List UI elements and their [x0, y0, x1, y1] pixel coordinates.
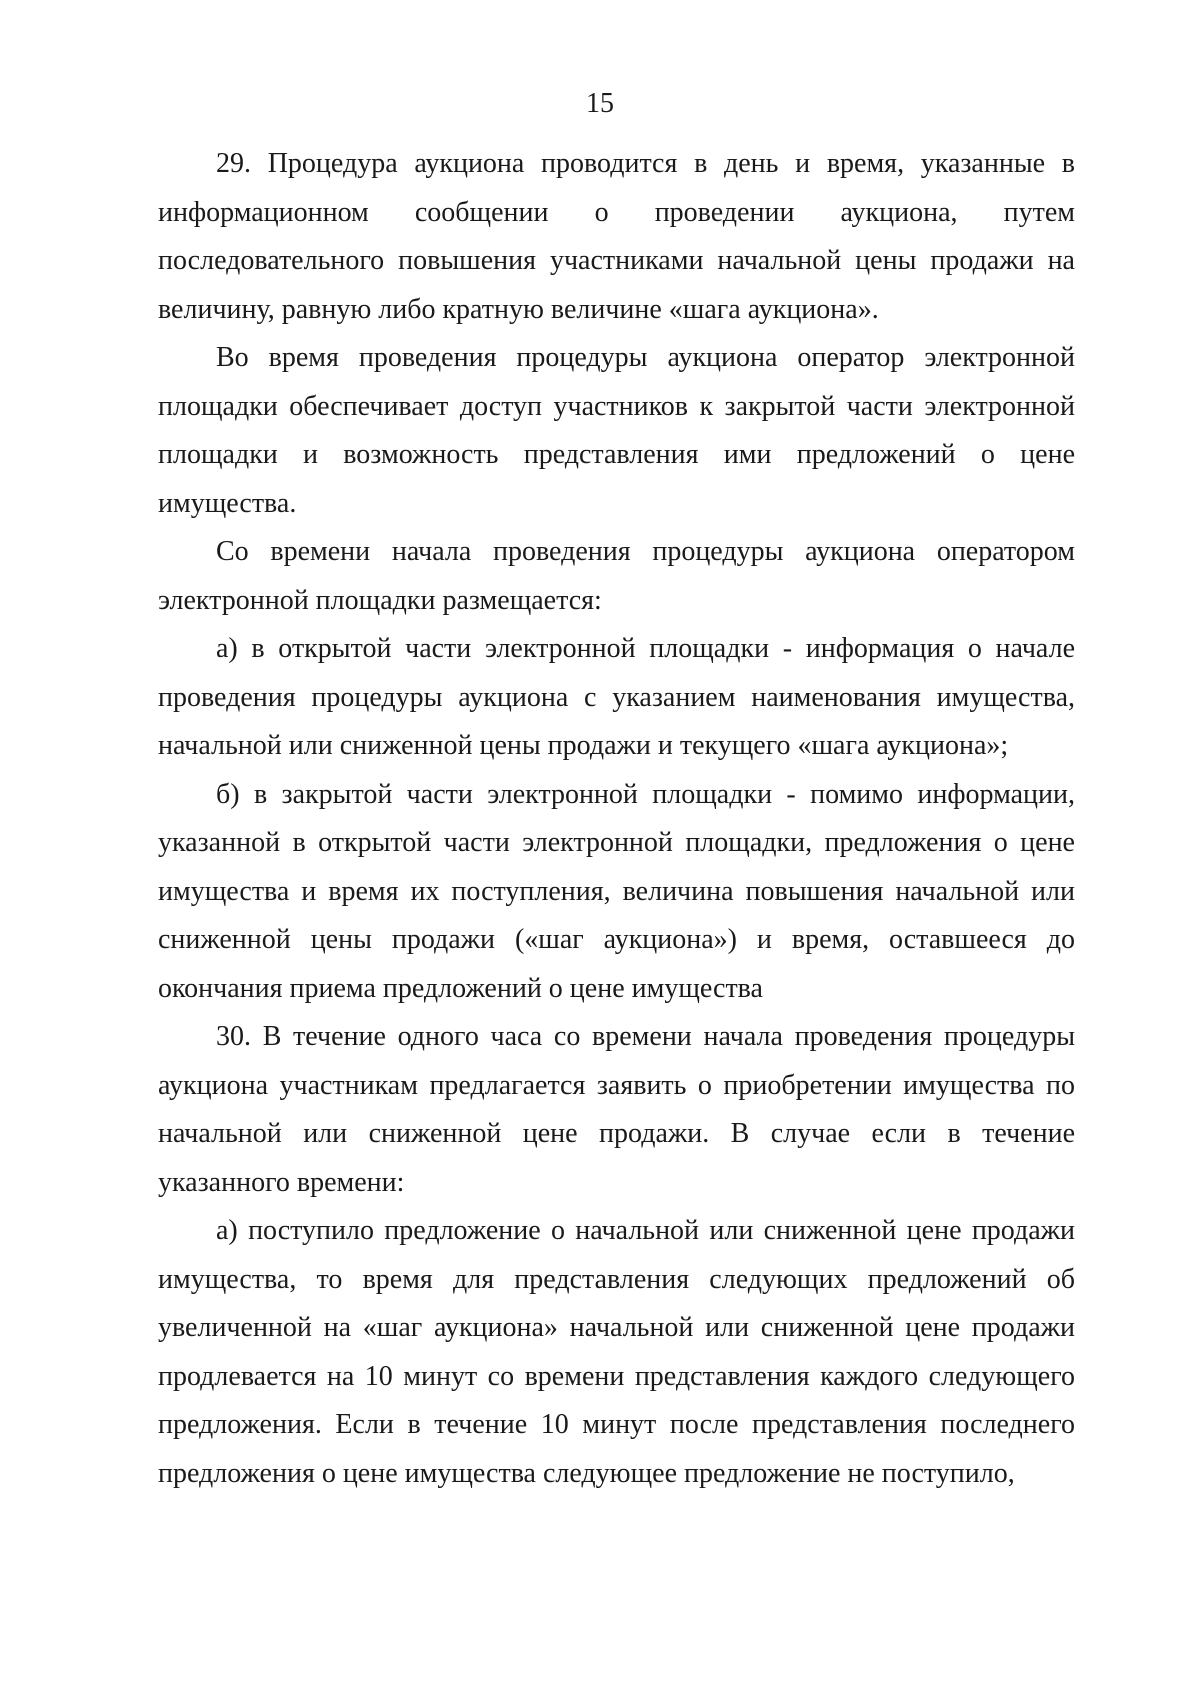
paragraph-30-item-a: а) поступило предложение о начальной или сниженной цене продажи имущества, то время для представления следующих предложений об увеличенной на «шаг аукциона» начальной или сниженной цене продажи продлевается на 10 минут со времени представления каждого следующего предложения. Если в течение 10 минут после представления последнего предложения о цене имущества следующее предложение не поступило, — [158, 1215, 1075, 1489]
paragraph-item-b-closed-part: б) в закрытой части электронной площадки - помимо информации, указанной в открытой части электронной площадки, предложения о цене имущества и время их поступления, величина повышения начальной или сниженной цены продажи («шаг аукциона») и время, оставшееся до окончания приема предложений о цене имущества — [158, 778, 1075, 1004]
document-body — [158, 140, 1075, 1498]
paragraph-procedure-access: Во время проведения процедуры аукциона оператор электронной площадки обеспечивает доступ участников к закрытой части электронной площадки и возможность представления ими предложений о цене имущества. — [158, 342, 1075, 519]
paragraph-29: 29. Процедура аукциона проводится в день и время, указанные в информационном сообщении о проведении аукциона, путем последовательного повышения участниками начальной цены продажи на величину, равную либо кратную величине «шага аукциона». — [158, 148, 1075, 325]
page-number: 15 — [586, 88, 614, 119]
paragraph-placement-intro: Со времени начала проведения процедуры аукциона оператором электронной площадки размещается: — [158, 536, 1075, 616]
paragraph-30: 30. В течение одного часа со времени начала проведения процедуры аукциона участникам предлагается заявить о приобретении имущества по начальной или сниженной цене продажи. В случае если в течение указанного времени: — [158, 1021, 1075, 1198]
paragraph-item-a-open-part: а) в открытой части электронной площадки - информация о начале проведения процедуры аукциона с указанием наименования имущества, начальной или сниженной цены продажи и текущего «шага аукциона»; — [158, 633, 1075, 761]
